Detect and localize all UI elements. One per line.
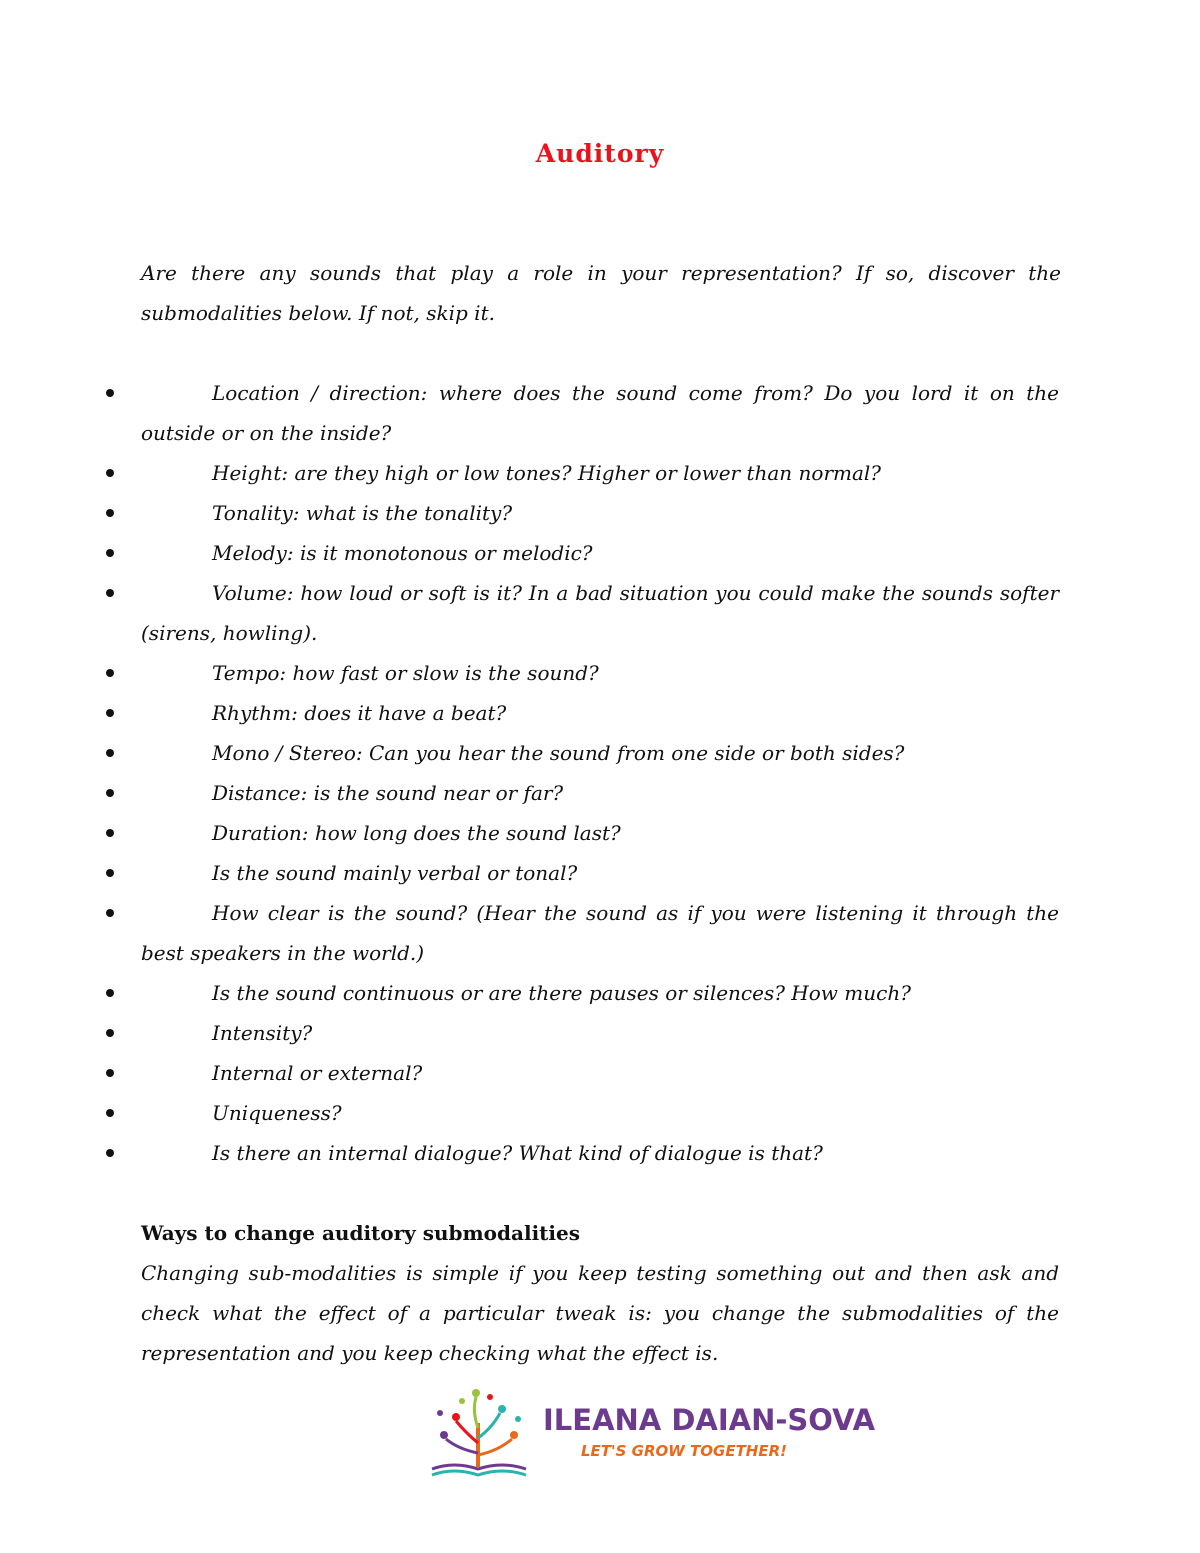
bullet-icon — [106, 749, 114, 757]
bullet-icon — [106, 1029, 114, 1037]
list-item — [0, 533, 1200, 573]
list-item — [0, 693, 1200, 733]
intro-paragraph: Are there any sounds that play a role in your representation? If so, discover the submodalities below. If not, skip it. — [141, 261, 1061, 325]
bullet-icon — [106, 1069, 114, 1077]
list-item-text: Melody: is it monotonous or melodic? — [212, 541, 593, 565]
list-item-text: Is there an internal dialogue? What kind of dialogue is that? — [212, 1141, 823, 1165]
list-item-text: Distance: is the sound near or far? — [212, 781, 564, 805]
logo-tagline: LET'S GROW TOGETHER! — [581, 1442, 788, 1460]
bullet-icon — [106, 549, 114, 557]
bullet-icon — [106, 709, 114, 717]
list-item-text: Mono / Stereo: Can you hear the sound from one side or both sides? — [212, 741, 905, 765]
list-item — [0, 653, 1200, 693]
list-item — [0, 573, 1200, 653]
list-item-text: Duration: how long does the sound last? — [212, 821, 621, 845]
list-item-text: Height: are they high or low tones? Higher or lower than normal? — [212, 461, 882, 485]
submodality-list — [0, 373, 1200, 1173]
list-item-text: Is the sound mainly verbal or tonal? — [212, 861, 578, 885]
bullet-icon — [106, 389, 114, 397]
bullet-icon — [106, 469, 114, 477]
list-item-text: Volume: how loud or soft is it? In a bad situation you could make the sounds softer (sirens, howling). — [141, 581, 1059, 645]
list-item — [0, 493, 1200, 533]
list-item-text: Location / direction: where does the sound come from? Do you lord it on the outside or on the inside? — [141, 381, 1059, 445]
document-title: Auditory — [535, 139, 665, 168]
list-item — [0, 1013, 1200, 1053]
logo-name: ILEANA DAIAN-SOVA — [543, 1403, 876, 1437]
list-item-text: Tempo: how fast or slow is the sound? — [212, 661, 599, 685]
list-item — [0, 1053, 1200, 1093]
bullet-icon — [106, 589, 114, 597]
list-item — [0, 853, 1200, 893]
closing-paragraph: Changing sub-modalities is simple if you keep testing something out and then ask and check what the effect of a particular tweak is: you change the submodalities of the representation and you keep checking what the effect is. — [141, 1261, 1059, 1365]
bullet-icon — [106, 829, 114, 837]
list-item — [0, 733, 1200, 773]
list-item-text: Intensity? — [212, 1021, 313, 1045]
list-item-text: Is the sound continuous or are there pauses or silences? How much? — [212, 981, 911, 1005]
bullet-icon — [106, 869, 114, 877]
bullet-icon — [106, 669, 114, 677]
list-item-text: Rhythm: does it have a beat? — [212, 701, 507, 725]
list-item-text: How clear is the sound? (Hear the sound as if you were listening it through the best speakers in the world.) — [141, 901, 1059, 965]
list-item — [0, 973, 1200, 1013]
list-item — [0, 373, 1200, 453]
section-heading: Ways to change auditory submodalities — [141, 1221, 580, 1245]
list-item — [0, 813, 1200, 853]
bullet-icon — [106, 1149, 114, 1157]
list-item — [0, 893, 1200, 973]
list-item — [0, 1133, 1200, 1173]
list-item-text: Internal or external? — [212, 1061, 423, 1085]
list-item — [0, 1093, 1200, 1133]
list-item-text: Uniqueness? — [212, 1101, 342, 1125]
bullet-icon — [106, 1109, 114, 1117]
list-item-text: Tonality: what is the tonality? — [212, 501, 513, 525]
list-item — [0, 453, 1200, 493]
bullet-icon — [106, 989, 114, 997]
bullet-icon — [106, 909, 114, 917]
bullet-icon — [106, 789, 114, 797]
bullet-icon — [106, 509, 114, 517]
list-item — [0, 773, 1200, 813]
